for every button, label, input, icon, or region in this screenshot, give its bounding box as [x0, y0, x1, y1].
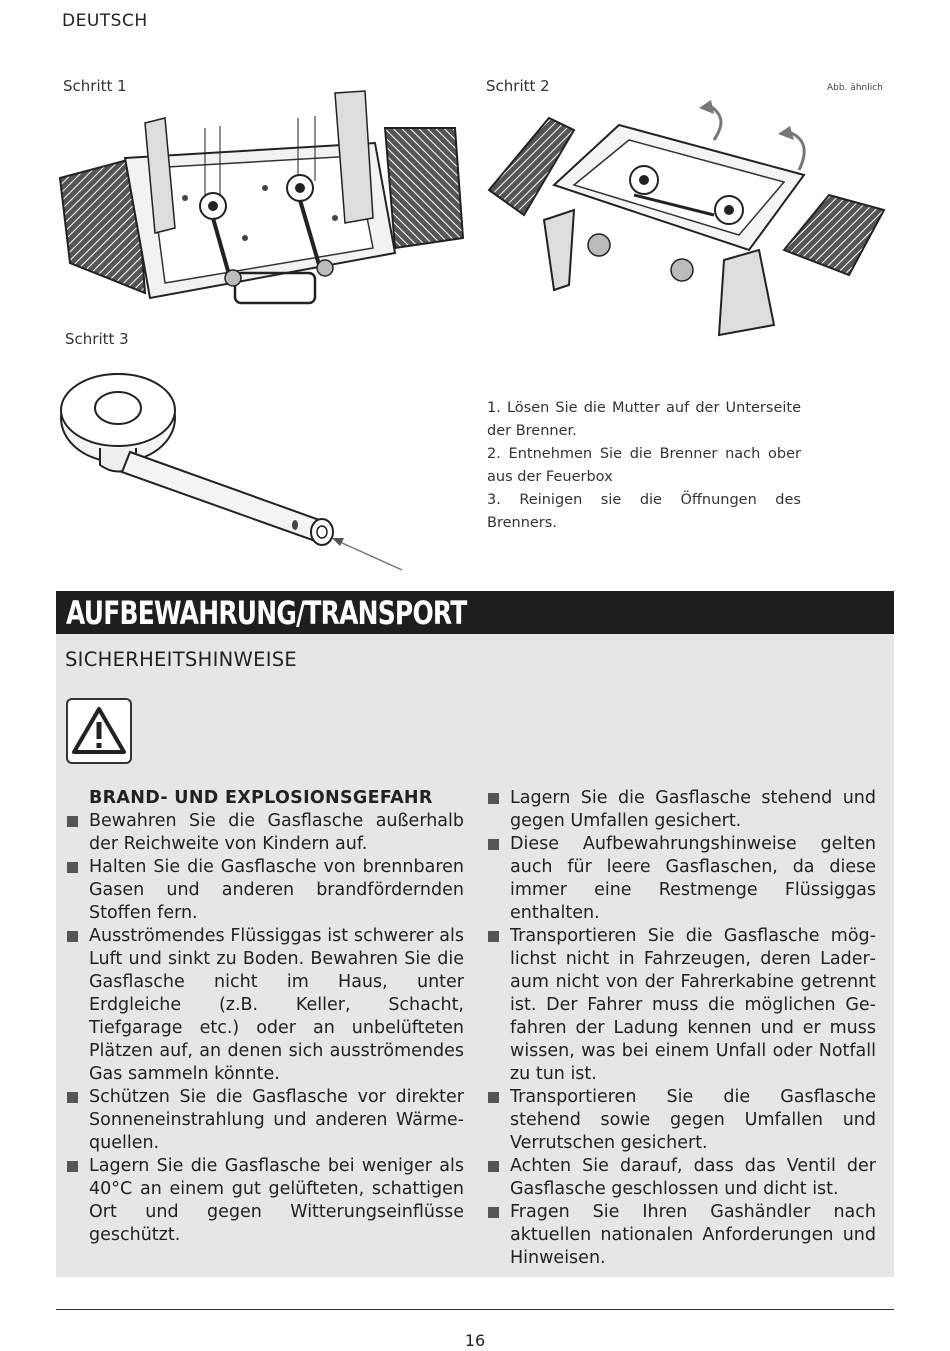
list-item: Diese Aufbewahrungshinweise gelten auch für leere Gasflaschen, da diese immer eine Restmenge Flüssiggas enthalten. — [488, 833, 876, 925]
step-3-label: Schritt 3 — [65, 330, 129, 348]
step-2-illustration — [484, 100, 889, 340]
instruction-item: 1. Lösen Sie die Mutter auf der Unterseite der Brenner. — [487, 400, 801, 439]
right-safety-column — [488, 787, 876, 1270]
left-safety-column — [67, 787, 464, 1247]
list-item: Schützen Sie die Gasflasche vor direkter Sonneneinstrahlung und anderen Wärmequellen. — [67, 1086, 464, 1155]
instruction-item: 2. Entnehmen Sie die Brenner nach ober aus der Feuerbox — [487, 446, 801, 485]
list-item: Achten Sie darauf, dass das Ventil der Gasflasche geschlossen und dicht ist. — [488, 1155, 876, 1201]
instruction-item: 3. Reinigen sie die Öffnungen des Brenners. — [487, 492, 801, 531]
list-item: Bewahren Sie die Gasflasche außerhalb der Reichweite von Kindern auf. — [67, 810, 464, 856]
language-label: DEUTSCH — [62, 11, 148, 31]
list-item: Lagern Sie die Gasflasche bei weniger als 40°C an einem gut gelüfteten, schattigen Ort und gegen Witterungseinflüsse geschützt. — [67, 1155, 464, 1247]
step-1-illustration — [55, 88, 475, 318]
cleaning-instructions — [487, 397, 801, 535]
list-item: Fragen Sie Ihren Gashändler nach aktuellen nationalen Anforderungen und Hinweisen. — [488, 1201, 876, 1270]
similar-illustration-note: Abb. ähnlich — [827, 83, 883, 93]
list-item: Ausströmendes Flüssiggas ist schwerer als Luft und sinkt zu Boden. Bewahren Sie die Gasflasche nicht im Haus, unter Erdgleiche (z.B. Keller, Schacht, Tiefgarage etc.) oder an unbelüfteten Plätzen auf, an denen sich ausströmendes Gas sammeln könnte. — [67, 925, 464, 1086]
step-3-burner-illustration — [60, 370, 410, 575]
step-2-label: Schritt 2 — [486, 77, 550, 95]
footer-divider — [56, 1309, 894, 1310]
list-item: Lagern Sie die Gasflasche stehend und gegen Umfallen gesichert. — [488, 787, 876, 833]
list-item: Halten Sie die Gasflasche von brennbaren Gasen und anderen brandfördernden Stoffen fern. — [67, 856, 464, 925]
list-item: Transportieren Sie die Gasflasche möglichst nicht in Fahrzeugen, deren Laderaum nicht von der Fahrerkabine getrennt ist. Der Fahrer muss die möglichen Gefahren der Ladung kennen und er muss wissen, was bei einem Unfall oder Notfall zu tun ist. — [488, 925, 876, 1086]
list-item: Transportieren Sie die Gasflasche stehend sowie gegen Umfallen und Verrutschen gesichert. — [488, 1086, 876, 1155]
fire-explosion-heading: BRAND- UND EXPLOSIONSGEFAHR — [89, 788, 433, 808]
section-title-bar — [56, 591, 894, 634]
step-1-label: Schritt 1 — [63, 77, 127, 95]
page-number: 16 — [464, 1331, 486, 1350]
warning-triangle-icon — [66, 698, 132, 764]
safety-subtitle: SICHERHEITSHINWEISE — [65, 648, 298, 671]
section-title: AUFBEWAHRUNG/TRANSPORT — [66, 594, 467, 632]
